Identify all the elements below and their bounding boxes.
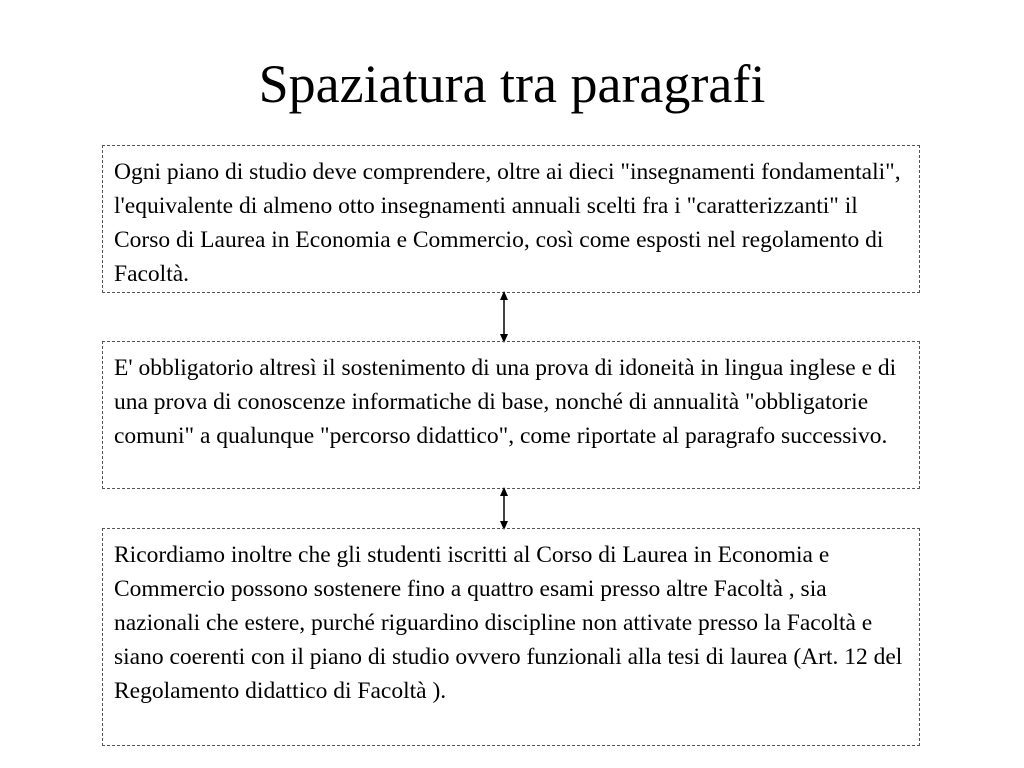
paragraph-text-2: E' obbligatorio altresì il sostenimento di una prova di idoneità in lingua inglese e di una prova di conoscenze informatiche di base, nonché di annualità "obbligatorie comuni" a qualunque "percorso didattico", come riportate al paragrafo successivo. xyxy=(114,355,897,449)
spacing-double-arrow-icon xyxy=(497,487,511,530)
paragraph-box-1 xyxy=(102,145,920,293)
paragraph-box-3 xyxy=(102,528,920,746)
paragraph-text-1: Ogni piano di studio deve comprendere, oltre ai dieci "insegnamenti fondamentali", l'equivalente di almeno otto insegnamenti annuali scelti fra i "caratterizzanti" il Corso di Laurea in Economia e Commercio, così come esposti nel regolamento di Facoltà. xyxy=(114,159,901,287)
slide-title: Spaziatura tra paragrafi xyxy=(258,54,766,114)
paragraph-box-2 xyxy=(102,341,920,489)
paragraph-text-3: Ricordiamo inoltre che gli studenti iscritti al Corso di Laurea in Economia e Commercio possono sostenere fino a quattro esami presso altre Facoltà , sia nazionali che estere, purché riguardino discipline non attivate presso la Facoltà e siano coerenti con il piano di studio ovvero funzionali alla tesi di laurea (Art. 12 del Regolamento didattico di Facoltà ). xyxy=(114,542,903,704)
spacing-double-arrow-icon xyxy=(497,291,511,343)
